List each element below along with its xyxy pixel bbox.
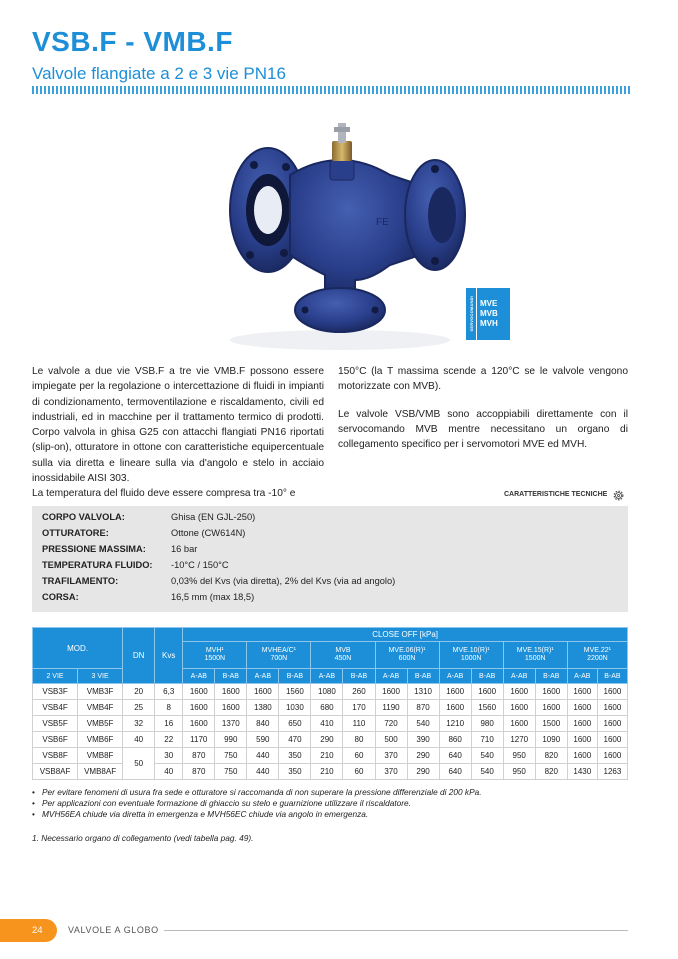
- table-cell: 410: [311, 716, 343, 732]
- description-column-right: [338, 364, 628, 464]
- table-cell: 710: [471, 732, 503, 748]
- table-cell: 840: [247, 716, 279, 732]
- table-cell: 290: [311, 732, 343, 748]
- footnote: 1. Necessario organo di collegamento (vedi tabella pag. 49).: [32, 833, 254, 843]
- table-cell: 1430: [567, 764, 597, 780]
- page-number: 24: [0, 919, 57, 942]
- table-cell: VMB5F: [78, 716, 123, 732]
- gear-icon: [612, 489, 625, 502]
- table-cell: 1600: [503, 684, 535, 700]
- description-paragraph: 150°C (la T massima scende a 120°C se le valvole vengono motorizzate con MVB).: [338, 366, 628, 393]
- table-cell: 1210: [439, 716, 471, 732]
- table-cell: 290: [407, 748, 439, 764]
- table-row: [33, 684, 628, 700]
- table-cell: 1600: [535, 700, 567, 716]
- col-actuator: MVE.10(R)¹ 1000N: [439, 642, 503, 669]
- table-cell: 260: [343, 684, 375, 700]
- characteristic-key: CORPO VALVOLA:: [42, 512, 125, 522]
- table-cell: 60: [343, 748, 375, 764]
- table-cell: 820: [535, 748, 567, 764]
- description-column-left: [32, 364, 324, 502]
- table-cell: 350: [279, 764, 311, 780]
- table-cell: 1370: [215, 716, 247, 732]
- table-cell: 8: [155, 700, 183, 716]
- servo-badge-label: SERVOCOMANDI: [468, 296, 474, 332]
- table-cell: 1500: [535, 716, 567, 732]
- table-cell: 1600: [535, 684, 567, 700]
- footer-divider: [164, 930, 628, 931]
- table-cell: 1600: [567, 700, 597, 716]
- col-port: B-AB: [215, 669, 247, 684]
- table-cell: 390: [407, 732, 439, 748]
- characteristic-value: 16,5 mm (max 18,5): [171, 592, 255, 602]
- table-cell: 720: [375, 716, 407, 732]
- table-cell: 1600: [597, 748, 627, 764]
- col-port: A-AB: [567, 669, 597, 684]
- table-cell: 680: [311, 700, 343, 716]
- table-row: [33, 764, 628, 780]
- table-cell: VSB8AF: [33, 764, 78, 780]
- notes-list: [32, 787, 632, 821]
- table-cell: 1263: [597, 764, 627, 780]
- characteristics-label: CARATTERISTICHE TECNICHE: [504, 491, 608, 498]
- table-cell: 1600: [375, 684, 407, 700]
- page-subtitle: Valvole flangiate a 2 e 3 vie PN16: [32, 64, 286, 83]
- col-port: B-AB: [597, 669, 627, 684]
- table-row: [33, 716, 628, 732]
- table-cell: VMB8F: [78, 748, 123, 764]
- col-mod: MOD.: [33, 628, 123, 669]
- table-cell: 30: [155, 748, 183, 764]
- page-title: VSB.F - VMB.F: [32, 26, 233, 57]
- characteristic-value: Ottone (CW614N): [171, 528, 246, 538]
- table-cell: 1600: [503, 700, 535, 716]
- table-cell: 210: [311, 748, 343, 764]
- table-cell: 1600: [471, 684, 503, 700]
- table-cell: 1600: [597, 684, 627, 700]
- note-item: • MVH56EA chiude via diretta in emergenza e MVH56EC chiude via angolo in emergenza.: [32, 809, 632, 820]
- table-cell: 1270: [503, 732, 535, 748]
- col-actuator: MVE.22¹ 2200N: [567, 642, 627, 669]
- table-cell: 950: [503, 764, 535, 780]
- characteristic-key: OTTURATORE:: [42, 528, 109, 538]
- table-cell: 500: [375, 732, 407, 748]
- table-cell: 22: [155, 732, 183, 748]
- table-cell: 1080: [311, 684, 343, 700]
- footer-section: VALVOLE A GLOBO: [68, 925, 159, 935]
- table-row: [33, 748, 628, 764]
- col-dn: DN: [123, 628, 155, 684]
- table-cell: 1600: [503, 716, 535, 732]
- table-cell: VMB8AF: [78, 764, 123, 780]
- table-row: [33, 732, 628, 748]
- table-cell: VSB3F: [33, 684, 78, 700]
- col-port: B-AB: [535, 669, 567, 684]
- table-cell: 1600: [567, 684, 597, 700]
- table-cell: 860: [439, 732, 471, 748]
- dotted-divider: [32, 86, 632, 94]
- table-cell: 870: [183, 748, 215, 764]
- characteristic-key: CORSA:: [42, 592, 79, 602]
- table-cell: 1600: [567, 748, 597, 764]
- table-cell: 40: [155, 764, 183, 780]
- servo-badge: [466, 288, 510, 340]
- table-cell: VSB4F: [33, 700, 78, 716]
- characteristic-value: -10°C / 150°C: [171, 560, 229, 570]
- table-cell: 1600: [183, 700, 215, 716]
- table-cell: 1030: [279, 700, 311, 716]
- table-cell: 590: [247, 732, 279, 748]
- table-cell: VSB5F: [33, 716, 78, 732]
- table-cell: 50: [123, 748, 155, 780]
- table-cell: 350: [279, 748, 311, 764]
- table-cell: 470: [279, 732, 311, 748]
- characteristic-value: 0,03% del Kvs (via diretta), 2% del Kvs (via ad angolo): [171, 576, 396, 586]
- table-cell: 370: [375, 764, 407, 780]
- table-cell: 25: [123, 700, 155, 716]
- table-cell: 1600: [439, 700, 471, 716]
- description-paragraph: Le valvole a due vie VSB.F a tre vie VMB.F possono essere impiegate per la regolazione o intercettazione di fluidi in impianti di condizionamento, termoventilazione e riscaldamento, civili ed industriali, ed in macchine per il trattamento termico di prodotti. Corpo valvola in ghisa G25 con attacchi flangiati PN16 riportati (slip-on), otturatore in ottone con caratteristiche equipercentuale sulla via diretta e lineare sulla via d'angolo e stelo in acciaio inossidabile AISI 303.: [32, 366, 324, 485]
- col-actuator: MVE.06(R)¹ 600N: [375, 642, 439, 669]
- table-cell: 1600: [567, 732, 597, 748]
- table-cell: 540: [471, 764, 503, 780]
- table-cell: 640: [439, 748, 471, 764]
- table-cell: 20: [123, 684, 155, 700]
- table-cell: 16: [155, 716, 183, 732]
- col-kvs: Kvs: [155, 628, 183, 684]
- table-cell: 1600: [597, 700, 627, 716]
- table-cell: 750: [215, 764, 247, 780]
- col-actuator: MVE.15(R)¹ 1500N: [503, 642, 567, 669]
- table-cell: 950: [503, 748, 535, 764]
- col-port: A-AB: [183, 669, 215, 684]
- characteristics-box: [32, 506, 628, 612]
- table-cell: 990: [215, 732, 247, 748]
- table-cell: 80: [343, 732, 375, 748]
- close-off-table: [32, 627, 628, 780]
- table-cell: 1600: [183, 716, 215, 732]
- characteristic-value: Ghisa (EN GJL-250): [171, 512, 256, 522]
- col-port: B-AB: [471, 669, 503, 684]
- col-2-vie: 2 VIE: [33, 669, 78, 684]
- col-actuator: MVH¹ 1500N: [183, 642, 247, 669]
- table-cell: 440: [247, 764, 279, 780]
- col-port: B-AB: [407, 669, 439, 684]
- table-cell: 870: [407, 700, 439, 716]
- table-cell: 1560: [471, 700, 503, 716]
- table-cell: 650: [279, 716, 311, 732]
- description-paragraph: Le valvole VSB/VMB sono accoppiabili direttamente con il servocomando MVB mentre necessitano un organo di collegamento specifico per i servomotori MVE ed MVH.: [338, 408, 628, 451]
- col-port: A-AB: [375, 669, 407, 684]
- servo-item: MVH: [480, 319, 498, 328]
- col-port: A-AB: [311, 669, 343, 684]
- table-cell: VMB4F: [78, 700, 123, 716]
- col-actuator: MVB 450N: [311, 642, 375, 669]
- table-cell: 1600: [597, 716, 627, 732]
- characteristic-key: TEMPERATURA FLUIDO:: [42, 560, 153, 570]
- col-port: A-AB: [247, 669, 279, 684]
- characteristic-key: TRAFILAMENTO:: [42, 576, 119, 586]
- characteristic-value: 16 bar: [171, 544, 198, 554]
- table-cell: VSB8F: [33, 748, 78, 764]
- table-cell: 370: [375, 748, 407, 764]
- table-cell: 980: [471, 716, 503, 732]
- col-port: B-AB: [279, 669, 311, 684]
- table-cell: 870: [183, 764, 215, 780]
- table-cell: 32: [123, 716, 155, 732]
- table-cell: 6,3: [155, 684, 183, 700]
- table-cell: 1310: [407, 684, 439, 700]
- col-actuator: MVHEA/C¹ 700N: [247, 642, 311, 669]
- col-port: A-AB: [439, 669, 471, 684]
- col-port: A-AB: [503, 669, 535, 684]
- table-cell: 1190: [375, 700, 407, 716]
- table-cell: VMB3F: [78, 684, 123, 700]
- table-row: [33, 700, 628, 716]
- characteristic-key: PRESSIONE MASSIMA:: [42, 544, 146, 554]
- table-cell: 1600: [183, 684, 215, 700]
- table-cell: 540: [471, 748, 503, 764]
- description-paragraph: La temperatura del fluido deve essere compresa tra -10° e: [32, 488, 296, 500]
- table-cell: VSB6F: [33, 732, 78, 748]
- table-cell: 110: [343, 716, 375, 732]
- col-3-vie: 3 VIE: [78, 669, 123, 684]
- col-port: B-AB: [343, 669, 375, 684]
- table-cell: 1090: [535, 732, 567, 748]
- table-cell: 1600: [215, 700, 247, 716]
- svg-text:FE: FE: [376, 217, 389, 228]
- table-cell: VMB6F: [78, 732, 123, 748]
- table-cell: 290: [407, 764, 439, 780]
- col-close-off: CLOSE OFF [kPa]: [183, 628, 628, 642]
- servo-item: MVE: [480, 299, 498, 308]
- table-cell: 820: [535, 764, 567, 780]
- note-item: • Per evitare fenomeni di usura fra sede e otturatore si raccomanda di non superare la pressione differenziale di 200 kPa.: [32, 787, 632, 798]
- table-cell: 640: [439, 764, 471, 780]
- servo-item: MVB: [480, 309, 498, 318]
- table-cell: 1600: [439, 684, 471, 700]
- table-cell: 60: [343, 764, 375, 780]
- valve-product-image: [180, 105, 500, 360]
- table-cell: 1600: [567, 716, 597, 732]
- table-cell: 1600: [215, 684, 247, 700]
- table-cell: 170: [343, 700, 375, 716]
- note-item: • Per applicazioni con eventuale formazione di ghiaccio su stelo e guarnizione utilizzare il riscaldatore.: [32, 798, 632, 809]
- table-cell: 750: [215, 748, 247, 764]
- table-cell: 1600: [247, 684, 279, 700]
- table-cell: 440: [247, 748, 279, 764]
- table-cell: 1600: [597, 732, 627, 748]
- table-cell: 210: [311, 764, 343, 780]
- table-cell: 1560: [279, 684, 311, 700]
- table-cell: 540: [407, 716, 439, 732]
- table-cell: 40: [123, 732, 155, 748]
- table-cell: 1170: [183, 732, 215, 748]
- table-cell: 1380: [247, 700, 279, 716]
